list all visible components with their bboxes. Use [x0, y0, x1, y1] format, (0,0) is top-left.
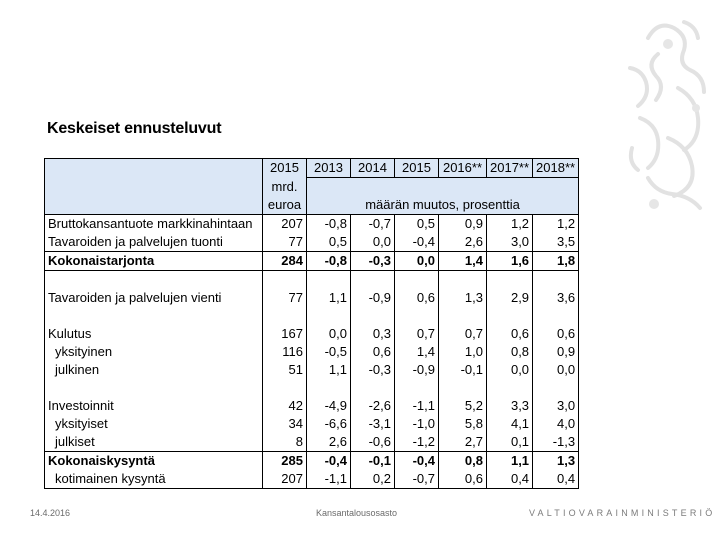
table-row: Investoinnit 42 -4,9 -2,6 -1,1 5,2 3,3 3,0: [45, 397, 579, 415]
table-row-total: Kokonaiskysyntä 285 -0,4 -0,1 -0,4 0,8 1,1 1,3: [45, 452, 579, 471]
row-label: Kokonaiskysyntä: [45, 452, 263, 471]
row-label: julkiset: [45, 433, 263, 452]
table-row: kotimainen kysyntä 207 -1,1 0,2 -0,7 0,6 0,4 0,4: [45, 470, 579, 489]
header-row-1: [45, 159, 579, 178]
table-row-total: Kokonaistarjonta 284 -0,8 -0,3 0,0 1,4 1,6 1,8: [45, 252, 579, 271]
year-2013: 2013: [307, 159, 351, 178]
footer-department: Kansantalousosasto: [316, 508, 398, 518]
forecast-table: [44, 158, 579, 489]
table-row: Tavaroiden ja palvelujen tuonti 77 0,5 0,0 -0,4 2,6 3,0 3,5: [45, 233, 579, 252]
year-2016: 2016**: [439, 159, 487, 178]
row-label: Kulutus: [45, 325, 263, 343]
col-2015-label: 2015: [263, 159, 307, 178]
row-label: Bruttokansantuote markkinahintaan: [45, 215, 263, 234]
year-2017: 2017**: [487, 159, 533, 178]
change-subheader: määrän muutos, prosenttia: [307, 196, 579, 215]
row-label: yksityiset: [45, 415, 263, 433]
table-row: Tavaroiden ja palvelujen vienti 77 1,1 -0,9 0,6 1,3 2,9 3,6: [45, 289, 579, 307]
table-row: Kulutus 167 0,0 0,3 0,7 0,7 0,6 0,6: [45, 325, 579, 343]
table-row: yksityiset 34 -6,6 -3,1 -1,0 5,8 4,1 4,0: [45, 415, 579, 433]
col-currency-label: euroa: [263, 196, 307, 215]
row-label: Tavaroiden ja palvelujen vienti: [45, 289, 263, 307]
header-row-3: [45, 196, 579, 215]
header-row-2: [45, 178, 579, 197]
year-2014: 2014: [351, 159, 395, 178]
lion-crest-icon: [618, 8, 720, 228]
col-unit-label: mrd.: [263, 178, 307, 197]
footer-date: 14.4.2016: [30, 508, 71, 518]
row-label: kotimainen kysyntä: [45, 470, 263, 489]
table-row: Bruttokansantuote markkinahintaan 207 -0,8 -0,7 0,5 0,9 1,2 1,2: [45, 215, 579, 234]
footer-ministry-logo: VALTIOVARAINMINISTERIÖ: [529, 508, 716, 518]
table-row: julkiset 8 2,6 -0,6 -1,2 2,7 0,1 -1,3: [45, 433, 579, 452]
page-title: Keskeiset ennusteluvut: [47, 120, 222, 137]
row-label: yksityinen: [45, 343, 263, 361]
row-label: Tavaroiden ja palvelujen tuonti: [45, 233, 263, 252]
year-2015: 2015: [395, 159, 439, 178]
table-row: julkinen 51 1,1 -0,3 -0,9 -0,1 0,0 0,0: [45, 361, 579, 379]
row-label: julkinen: [45, 361, 263, 379]
year-2018: 2018**: [533, 159, 579, 178]
row-label: Kokonaistarjonta: [45, 252, 263, 271]
row-label: Investoinnit: [45, 397, 263, 415]
table-row: yksityinen 116 -0,5 0,6 1,4 1,0 0,8 0,9: [45, 343, 579, 361]
